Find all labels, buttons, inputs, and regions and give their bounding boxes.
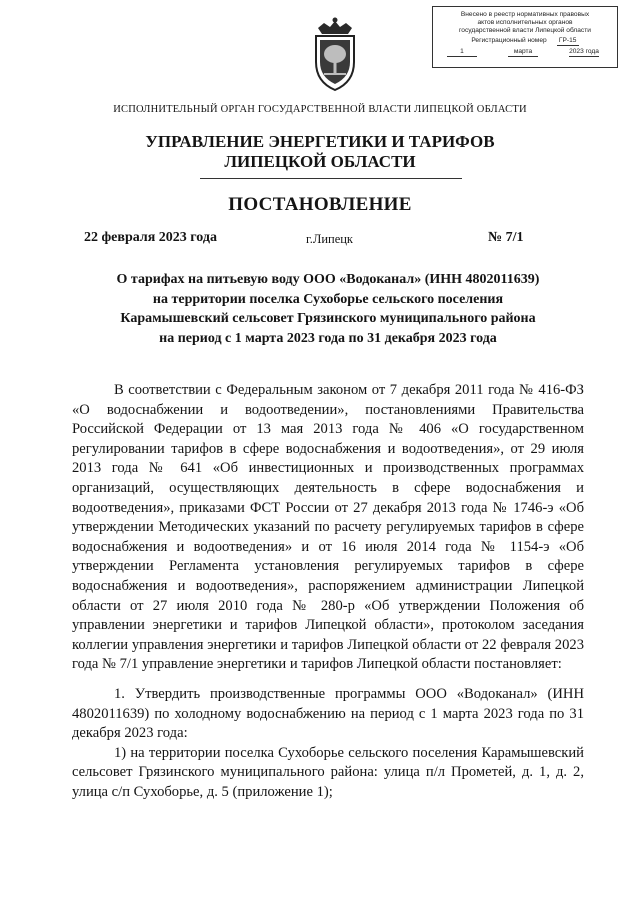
subject-line-3: Карамышевский сельсовет Грязинского муниципального района [120, 311, 536, 326]
registry-day: 1 [447, 48, 477, 57]
item-1-paragraph: 1. Утвердить производственные программы ООО «Водоканал» (ИНН 4802011639) по холодному водоснабжению на период с 1 марта 2023 года по 31 декабря 2023 года: [72, 685, 584, 742]
authority-name: ИСПОЛНИТЕЛЬНЫЙ ОРГАН ГОСУДАРСТВЕННОЙ ВЛАСТИ ЛИПЕЦКОЙ ОБЛАСТИ [113, 104, 527, 115]
subject-line-4: на период с 1 марта 2023 года по 31 декабря 2023 года [159, 330, 497, 346]
registry-number-row [433, 37, 617, 46]
registry-line-3: государственной власти Липецкой области [459, 27, 591, 34]
department-name [0, 132, 640, 172]
document-body [72, 381, 584, 802]
department-line-2: ЛИПЕЦКОЙ ОБЛАСТИ [224, 152, 416, 171]
registry-year: 2023 года [569, 48, 599, 55]
document-city: г.Липецк [306, 232, 354, 246]
document-type: ПОСТАНОВЛЕНИЕ [228, 194, 412, 215]
document-number: № 7/1 [488, 230, 524, 245]
subject-line-1: О тарифах на питьевую воду ООО «Водоканал» (ИНН 4802011639) [116, 272, 540, 287]
header-divider [200, 178, 462, 179]
preamble-paragraph: В соответствии с Федеральным законом от 7 декабря 2011 года № 416-ФЗ «О водоснабжении и водоотведении», постановлениями Правительства Российской Федерации от 13 мая 2013 года № 406 «О государственном регулировании тарифов в сфере водоснабжения и водоотведения», от 29 июля 2013 года № 641 «Об инвестиционных и производственных программах организаций, осуществляющих деятельность в сфере водоснабжения и водоотведения», приказами ФСТ России от 27 декабря 2013 года № 1746-э «Об утверждении Методических указаний по расчету регулируемых тарифов в сфере водоснабжения и водоотведения» и от 16 июля 2014 года № 1154-э «Об утверждении Регламента установления регулируемых тарифов в сфере водоснабжения и водоотведения», распоряжением администрации Липецкой области от 27 июля 2010 года № 280-р «Об утверждении Положения об управлении энергетики и тарифов Липецкой области», протоколом заседания коллегии управления энергетики и тарифов Липецкой области от 22 февраля 2023 года № 7/1 управление энергетики и тарифов Липецкой области постановляет: [72, 382, 584, 673]
registry-month: марта [508, 48, 538, 57]
item-1-subitem-1-paragraph: 1) на территории поселка Сухоборье сельского поселения Карамышевский сельсовет Грязинского муниципального района: улица п/л Прометей, д. 1, д. 2, улица с/п Сухоборье, д. 5 (приложение 1); [72, 744, 584, 800]
coat-of-arms-icon [310, 14, 360, 92]
registry-stamp [432, 6, 618, 68]
registry-number-label: Регистрационный номер [471, 37, 547, 44]
document-date: 22 февраля 2023 года [84, 230, 217, 245]
registry-line-1: Внесено в реестр нормативных правовых [460, 11, 590, 18]
department-line-1: УПРАВЛЕНИЕ ЭНЕРГЕТИКИ И ТАРИФОВ [145, 132, 495, 151]
registry-date-row [433, 48, 617, 57]
document-subject [72, 270, 584, 348]
subject-line-2: на территории поселка Сухоборье сельского поселения [152, 291, 504, 307]
registry-number-value: ГР-15 [557, 37, 579, 46]
registry-line-2: актов исполнительных органов [477, 19, 573, 26]
